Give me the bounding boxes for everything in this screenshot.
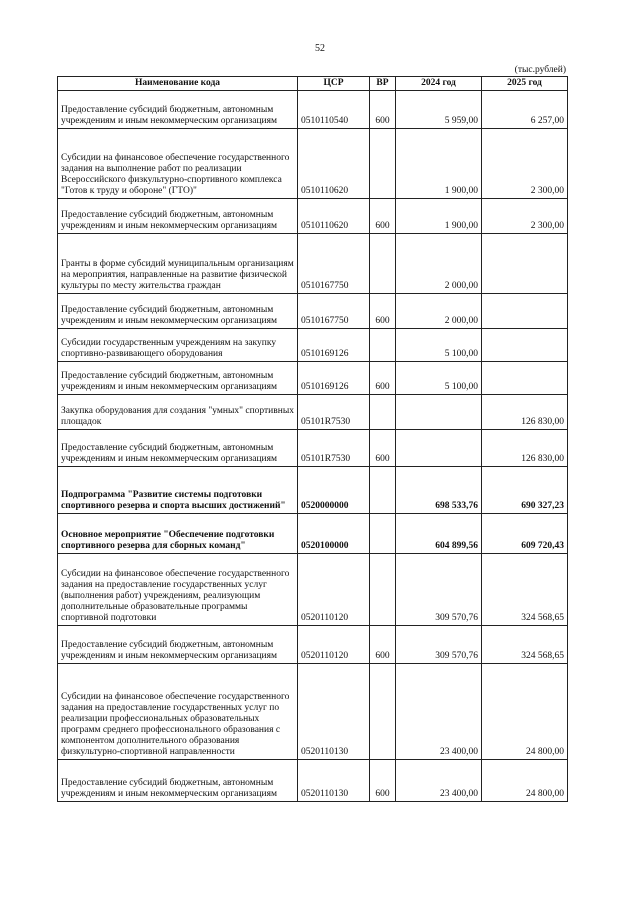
table-row: [58, 664, 568, 760]
header-csr: ЦСР: [298, 77, 370, 91]
table-body: [58, 91, 568, 802]
row-2024-cell: 1 900,00: [396, 199, 482, 234]
table-row: [58, 234, 568, 294]
table-row: [58, 467, 568, 514]
row-2024-cell: 604 899,56: [396, 514, 482, 554]
table-row: [58, 294, 568, 329]
table-row: [58, 554, 568, 626]
row-2024-cell: 23 400,00: [396, 760, 482, 802]
units-label: (тыс.рублей): [514, 65, 566, 75]
row-csr-cell: 0520110120: [298, 554, 370, 626]
row-name-cell: Субсидии на финансовое обеспечение государственного задания на предоставление государственных услуг по реализации профессиональных образовательных программ среднего профессионального образования с компонентом дополнительного образования физкультурно-спортивной направленности: [58, 664, 298, 760]
row-csr-cell: 0510110540: [298, 91, 370, 129]
row-name-cell: Субсидии государственным учреждениям на закупку спортивно-развивающего оборудования: [58, 329, 298, 362]
row-csr-cell: 0520110130: [298, 664, 370, 760]
row-vr-cell: [370, 129, 396, 199]
table-row: [58, 514, 568, 554]
table-row: [58, 362, 568, 395]
row-vr-cell: [370, 329, 396, 362]
row-vr-cell: [370, 514, 396, 554]
row-vr-cell: 600: [370, 626, 396, 664]
row-csr-cell: 0520110120: [298, 626, 370, 664]
row-2024-cell: 309 570,76: [396, 626, 482, 664]
row-2025-cell: 609 720,43: [482, 514, 568, 554]
row-name-cell: Предоставление субсидий бюджетным, автономным учреждениям и иным некоммерческим организациям: [58, 294, 298, 329]
row-2025-cell: 2 300,00: [482, 129, 568, 199]
row-2025-cell: 24 800,00: [482, 760, 568, 802]
table-row: [58, 329, 568, 362]
row-name-cell: Предоставление субсидий бюджетным, автономным учреждениям и иным некоммерческим организациям: [58, 91, 298, 129]
row-2025-cell: 126 830,00: [482, 430, 568, 467]
row-2024-cell: 2 000,00: [396, 294, 482, 329]
row-name-cell: Предоставление субсидий бюджетным, автономным учреждениям и иным некоммерческим организациям: [58, 362, 298, 395]
header-vr: ВР: [370, 77, 396, 91]
row-vr-cell: 600: [370, 199, 396, 234]
row-name-cell: Предоставление субсидий бюджетным, автономным учреждениям и иным некоммерческим организациям: [58, 199, 298, 234]
row-csr-cell: 0520000000: [298, 467, 370, 514]
row-2024-cell: 23 400,00: [396, 664, 482, 760]
row-vr-cell: 600: [370, 362, 396, 395]
row-2025-cell: 6 257,00: [482, 91, 568, 129]
row-name-cell: Предоставление субсидий бюджетным, автономным учреждениям и иным некоммерческим организациям: [58, 430, 298, 467]
row-2025-cell: 126 830,00: [482, 395, 568, 430]
row-2024-cell: 5 100,00: [396, 362, 482, 395]
row-name-cell: Субсидии на финансовое обеспечение государственного задания на предоставление государственных услуг (выполнения работ) учреждениям, реализующим дополнительные образовательные программы спортивной подготовки: [58, 554, 298, 626]
budget-table: [57, 76, 568, 802]
header-name: Наименование кода: [58, 77, 298, 91]
row-csr-cell: 0510110620: [298, 199, 370, 234]
row-vr-cell: 600: [370, 760, 396, 802]
header-2024: 2024 год: [396, 77, 482, 91]
row-2024-cell: 5 100,00: [396, 329, 482, 362]
row-name-cell: Основное мероприятие "Обеспечение подготовки спортивного резерва для сборных команд": [58, 514, 298, 554]
row-2025-cell: 2 300,00: [482, 199, 568, 234]
row-2025-cell: [482, 294, 568, 329]
row-2024-cell: 1 900,00: [396, 129, 482, 199]
row-vr-cell: 600: [370, 91, 396, 129]
row-2025-cell: 324 568,65: [482, 626, 568, 664]
row-vr-cell: [370, 664, 396, 760]
row-2025-cell: [482, 362, 568, 395]
table-row: [58, 129, 568, 199]
row-csr-cell: 0510169126: [298, 329, 370, 362]
row-2025-cell: [482, 234, 568, 294]
row-csr-cell: 0510169126: [298, 362, 370, 395]
row-name-cell: Субсидии на финансовое обеспечение государственного задания на выполнение работ по реализации Всероссийского физкультурно-спортивного комплекса "Готов к труду и обороне" (ГТО)": [58, 129, 298, 199]
row-vr-cell: [370, 467, 396, 514]
row-csr-cell: 0520110130: [298, 760, 370, 802]
row-vr-cell: [370, 234, 396, 294]
row-csr-cell: 05101R7530: [298, 430, 370, 467]
row-vr-cell: [370, 554, 396, 626]
row-csr-cell: 0510167750: [298, 234, 370, 294]
row-name-cell: Гранты в форме субсидий муниципальным организациям на мероприятия, направленные на развитие физической культуры по месту жительства граждан: [58, 234, 298, 294]
table-row: [58, 199, 568, 234]
table-row: [58, 91, 568, 129]
header-2025: 2025 год: [482, 77, 568, 91]
row-2024-cell: [396, 395, 482, 430]
row-2024-cell: 5 959,00: [396, 91, 482, 129]
page-number: 52: [315, 43, 325, 54]
row-2025-cell: [482, 329, 568, 362]
row-vr-cell: [370, 395, 396, 430]
row-2024-cell: 309 570,76: [396, 554, 482, 626]
row-name-cell: Предоставление субсидий бюджетным, автономным учреждениям и иным некоммерческим организациям: [58, 760, 298, 802]
row-name-cell: Предоставление субсидий бюджетным, автономным учреждениям и иным некоммерческим организациям: [58, 626, 298, 664]
table-row: [58, 430, 568, 467]
row-2025-cell: 24 800,00: [482, 664, 568, 760]
row-csr-cell: 0520100000: [298, 514, 370, 554]
table-header-row: [58, 77, 568, 91]
row-csr-cell: 05101R7530: [298, 395, 370, 430]
row-csr-cell: 0510167750: [298, 294, 370, 329]
row-2025-cell: 690 327,23: [482, 467, 568, 514]
row-name-cell: Закупка оборудования для создания "умных" спортивных площадок: [58, 395, 298, 430]
row-2024-cell: 698 533,76: [396, 467, 482, 514]
row-2024-cell: 2 000,00: [396, 234, 482, 294]
row-vr-cell: 600: [370, 430, 396, 467]
row-csr-cell: 0510110620: [298, 129, 370, 199]
row-2025-cell: 324 568,65: [482, 554, 568, 626]
table-row: [58, 395, 568, 430]
row-2024-cell: [396, 430, 482, 467]
row-name-cell: Подпрограмма "Развитие системы подготовки спортивного резерва и спорта высших достижений": [58, 467, 298, 514]
row-vr-cell: 600: [370, 294, 396, 329]
table-row: [58, 760, 568, 802]
table-row: [58, 626, 568, 664]
